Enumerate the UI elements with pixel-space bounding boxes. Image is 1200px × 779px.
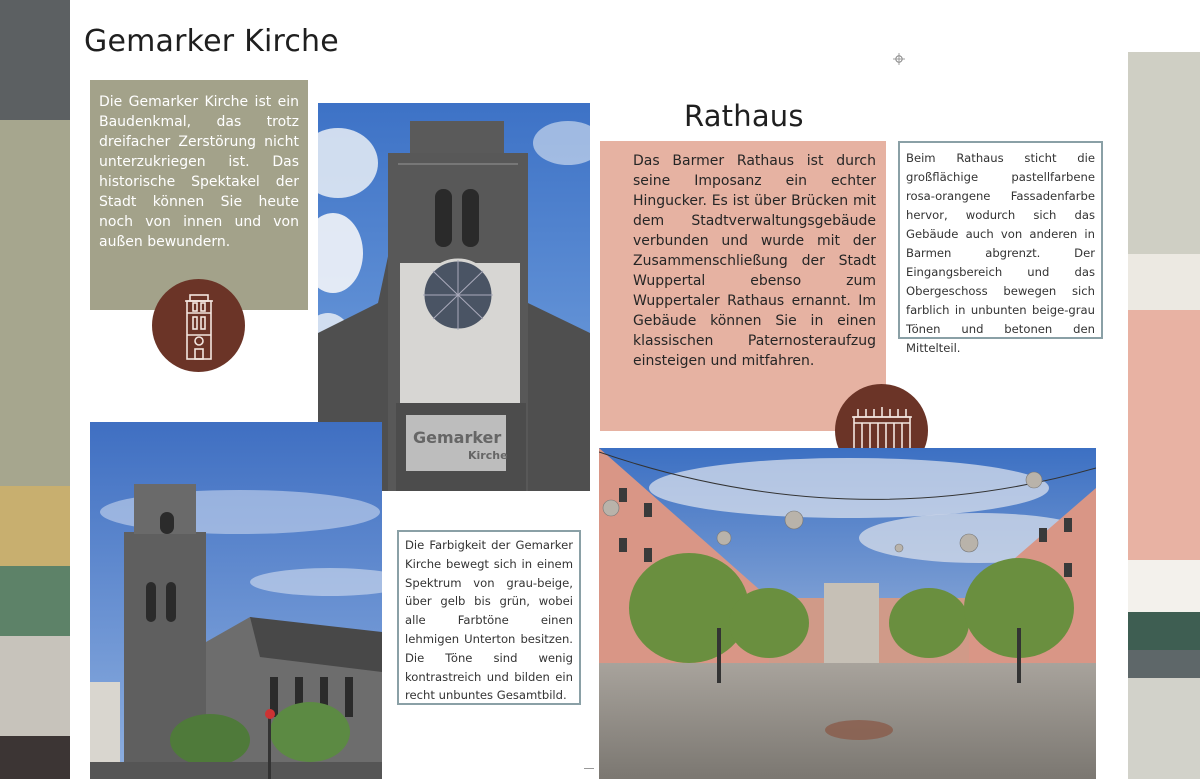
palette-swatch xyxy=(1128,254,1200,310)
rathaus-color-note-text: Beim Rathaus sticht die großflächige pastellfarbene rosa-orangene Fassadenfarbe hervor, wodurch sich das Gebäude auch von anderen in Barmen abgrenzt. Der Eingangsbereich und das Obergeschoss bewegen sich farblich in unbunten beige-grau Tönen und betonen den Mittelteil. xyxy=(906,151,1095,355)
page-marker xyxy=(584,768,594,769)
kirche-sign-line1: Gemarker xyxy=(413,428,502,447)
palette-swatch xyxy=(1128,310,1200,560)
kirche-description-box xyxy=(90,80,308,310)
palette-swatch xyxy=(1128,52,1200,254)
rathaus-color-note xyxy=(898,141,1103,355)
palette-swatch xyxy=(0,120,70,486)
page-title-rathaus: Rathaus xyxy=(684,99,804,133)
church-tower-icon xyxy=(179,291,219,361)
palette-swatch xyxy=(1128,650,1200,678)
church-photo xyxy=(90,422,382,779)
palette-swatch xyxy=(0,736,70,779)
palette-swatch xyxy=(0,0,70,120)
kirche-color-note-text: Die Farbigkeit der Gemarker Kirche bewegt sich in einem Spektrum von grau-beige, über gelb bis grün, wobei alle Farbtöne einen lehmigen Unterton besitzen. Die Töne sind wenig kontrastreich und bilden ein recht unbuntes Gesamtbild. xyxy=(405,538,573,703)
palette-swatch xyxy=(0,636,70,736)
kirche-color-note xyxy=(397,530,581,705)
palette-swatch xyxy=(1128,678,1200,779)
palette-swatch xyxy=(0,566,70,636)
kirche-description: Die Gemarker Kirche ist ein Baudenkmal, das trotz dreifacher Zerstörung nicht unterzukriegen ist. Das historische Spektakel der Stadt können Sie heute noch von innen und von außen bewundern. xyxy=(99,94,299,250)
kirche-sign-line2: Kirche xyxy=(468,449,508,462)
rathaus-description: Das Barmer Rathaus ist durch seine Imposanz ein echter Hingucker. Es ist über Brücken mit dem Stadtverwaltungsgebäude verbunden und wurde mit der Zusammenschließung der Stadt Wuppertal ebenso zum Wuppertaler Rathaus ernannt. Im Gebäude können Sie in einen klassischen Paternosteraufzug einsteigen und mitfahren. xyxy=(633,153,876,369)
palette-swatch xyxy=(1128,560,1200,612)
palette-swatch xyxy=(1128,612,1200,650)
rathaus-description-box xyxy=(600,141,886,431)
kirche-badge xyxy=(152,279,245,372)
palette-swatch xyxy=(0,486,70,566)
crosshair-icon xyxy=(893,53,905,65)
page-title-kirche: Gemarker Kirche xyxy=(84,24,339,59)
rathaus-square-photo xyxy=(599,448,1096,779)
